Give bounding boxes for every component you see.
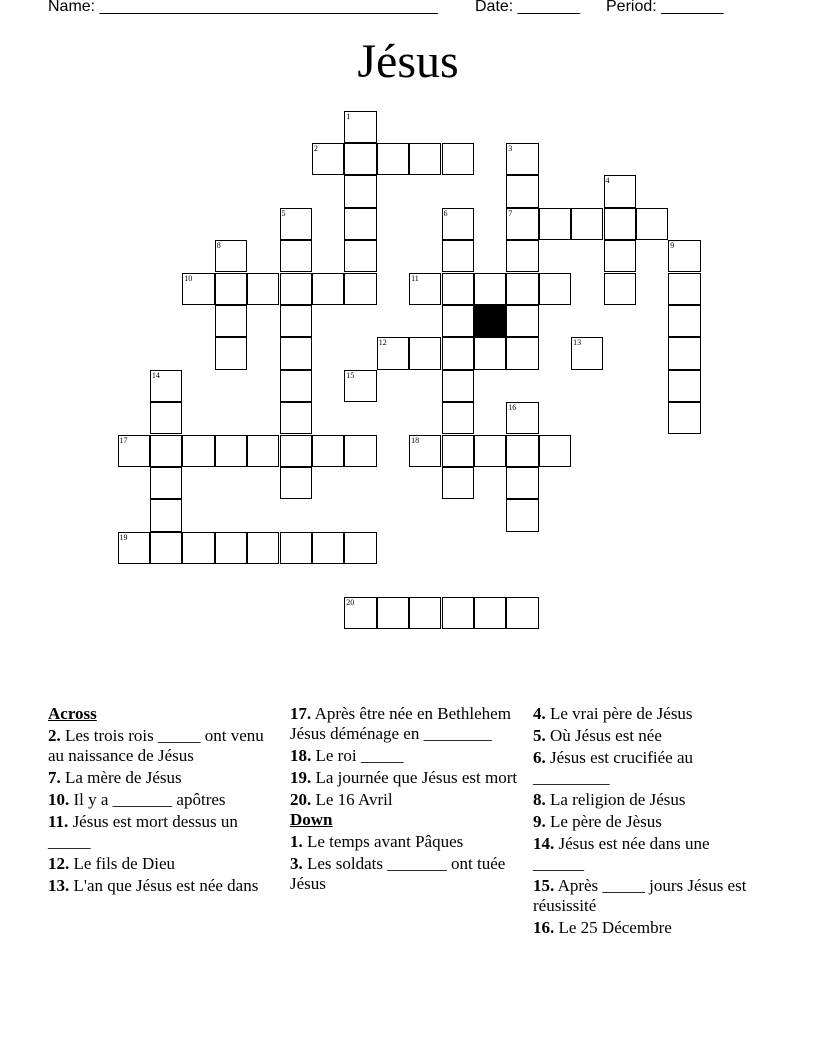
grid-cell[interactable] — [280, 305, 312, 337]
grid-cell[interactable] — [474, 273, 506, 305]
grid-cell[interactable] — [539, 208, 571, 240]
grid-cell[interactable] — [118, 532, 150, 564]
grid-cell[interactable] — [604, 175, 636, 207]
clue-number: 11 — [411, 273, 419, 283]
across-clue: 7. La mère de Jésus — [48, 768, 182, 787]
grid-cell[interactable] — [280, 370, 312, 402]
grid-cell[interactable] — [506, 435, 538, 467]
grid-cell[interactable] — [668, 370, 700, 402]
grid-cell[interactable] — [118, 435, 150, 467]
clue-number: 5 — [281, 208, 286, 218]
grid-cell[interactable] — [506, 337, 538, 369]
clue-number: 6 — [443, 208, 448, 218]
grid-cell[interactable] — [668, 240, 700, 272]
period-field-label: Period: _______ — [606, 0, 724, 15]
down-clue: 6. Jésus est crucifiée au _________ — [533, 748, 694, 787]
down-clue: 4. Le vrai père de Jésus — [533, 704, 693, 723]
grid-cell[interactable] — [474, 337, 506, 369]
grid-cell[interactable] — [150, 370, 182, 402]
clue-number: 4 — [605, 176, 610, 186]
grid-cell[interactable] — [215, 305, 247, 337]
grid-cell[interactable] — [182, 435, 214, 467]
down-clue: 9. Le père de Jèsus — [533, 812, 662, 831]
grid-cell[interactable] — [280, 337, 312, 369]
grid-cell[interactable] — [344, 532, 376, 564]
clue-number: 20 — [346, 597, 355, 607]
clue-number: 12 — [378, 338, 387, 348]
clue-number: 16 — [508, 403, 517, 413]
grid-cell[interactable] — [150, 532, 182, 564]
grid-cell[interactable] — [506, 597, 538, 629]
black-cell — [474, 305, 506, 337]
grid-cell[interactable] — [344, 175, 376, 207]
grid-cell[interactable] — [668, 402, 700, 434]
clue-number: 18 — [411, 435, 420, 445]
grid-cell[interactable] — [215, 240, 247, 272]
clue-number: 7 — [508, 208, 513, 218]
grid-cell[interactable] — [668, 337, 700, 369]
grid-cell[interactable] — [409, 597, 441, 629]
across-clue: 10. Il y a _______ apôtres — [48, 790, 226, 809]
clue-number: 10 — [184, 273, 193, 283]
grid-cell[interactable] — [442, 402, 474, 434]
grid-cell[interactable] — [506, 305, 538, 337]
clue-column-3 — [533, 704, 758, 940]
grid-cell[interactable] — [668, 273, 700, 305]
grid-cell[interactable] — [280, 532, 312, 564]
down-clue: 5. Où Jésus est née — [533, 726, 662, 745]
grid-cell[interactable] — [344, 597, 376, 629]
clue-number: 8 — [216, 241, 221, 251]
grid-cell[interactable] — [377, 337, 409, 369]
grid-cell[interactable] — [280, 208, 312, 240]
grid-cell[interactable] — [442, 467, 474, 499]
grid-cell[interactable] — [571, 337, 603, 369]
grid-cell[interactable] — [280, 273, 312, 305]
grid-cell[interactable] — [571, 208, 603, 240]
grid-cell[interactable] — [344, 208, 376, 240]
grid-cell[interactable] — [312, 143, 344, 175]
puzzle-title: Jésus — [357, 35, 459, 88]
grid-cell[interactable] — [344, 111, 376, 143]
grid-cell[interactable] — [506, 273, 538, 305]
grid-cell[interactable] — [442, 370, 474, 402]
across-clue: 13. L'an que Jésus est née dans — [48, 876, 259, 895]
grid-cell[interactable] — [280, 435, 312, 467]
clue-number: 1 — [346, 111, 351, 121]
grid-cell[interactable] — [344, 435, 376, 467]
grid-cell[interactable] — [604, 273, 636, 305]
grid-cell[interactable] — [442, 273, 474, 305]
grid-cell[interactable] — [247, 273, 279, 305]
grid-cell[interactable] — [474, 597, 506, 629]
grid-cell[interactable] — [442, 435, 474, 467]
grid-cell[interactable] — [442, 143, 474, 175]
across-heading: Across — [48, 704, 97, 723]
down-clue: 1. Le temps avant Pâques — [290, 832, 464, 851]
grid-cell[interactable] — [344, 273, 376, 305]
grid-cell[interactable] — [344, 240, 376, 272]
across-clue: 17. Après être née en Bethlehem Jésus déménage en ________ — [290, 704, 511, 743]
grid-cell[interactable] — [150, 467, 182, 499]
clue-number: 3 — [508, 143, 513, 153]
grid-cell[interactable] — [604, 208, 636, 240]
grid-cell[interactable] — [409, 337, 441, 369]
across-clue: 11. Jésus est mort dessus un _____ — [48, 812, 238, 851]
grid-cell[interactable] — [474, 435, 506, 467]
grid-cell[interactable] — [182, 532, 214, 564]
grid-cell[interactable] — [506, 143, 538, 175]
grid-cell[interactable] — [442, 597, 474, 629]
down-clue: 16. Le 25 Décembre — [533, 918, 672, 937]
down-heading: Down — [290, 810, 333, 829]
grid-cell[interactable] — [442, 208, 474, 240]
clue-number: 19 — [119, 532, 128, 542]
down-clue: 14. Jésus est née dans une ______ — [533, 834, 710, 873]
grid-cell[interactable] — [280, 402, 312, 434]
grid-cell[interactable] — [506, 467, 538, 499]
clue-column-1 — [48, 704, 276, 898]
clue-number: 17 — [119, 435, 128, 445]
across-clue: 20. Le 16 Avril — [290, 790, 393, 809]
clue-number: 9 — [670, 241, 675, 251]
grid-cell[interactable] — [506, 175, 538, 207]
grid-cell[interactable] — [215, 273, 247, 305]
grid-cell[interactable] — [539, 273, 571, 305]
across-clue: 2. Les trois rois _____ ont venu au naissance de Jésus — [48, 726, 264, 765]
grid-cell[interactable] — [280, 240, 312, 272]
grid-cell[interactable] — [668, 305, 700, 337]
grid-cell[interactable] — [150, 499, 182, 531]
grid-cell[interactable] — [506, 208, 538, 240]
grid-cell[interactable] — [312, 435, 344, 467]
grid-cell[interactable] — [506, 240, 538, 272]
grid-cell[interactable] — [312, 532, 344, 564]
grid-cell[interactable] — [247, 435, 279, 467]
grid-cell[interactable] — [442, 240, 474, 272]
grid-cell[interactable] — [442, 337, 474, 369]
grid-cell[interactable] — [280, 467, 312, 499]
grid-cell[interactable] — [215, 532, 247, 564]
clue-number: 15 — [346, 370, 355, 380]
name-field-label: Name: ______________________________________ — [48, 0, 438, 15]
grid-cell[interactable] — [409, 273, 441, 305]
grid-cell[interactable] — [506, 402, 538, 434]
across-clue: 19. La journée que Jésus est mort — [290, 768, 518, 787]
grid-cell[interactable] — [150, 435, 182, 467]
grid-cell[interactable] — [344, 143, 376, 175]
clue-number: 14 — [151, 370, 160, 380]
date-field-label: Date: _______ — [475, 0, 580, 15]
grid-cell[interactable] — [247, 532, 279, 564]
across-clue: 18. Le roi _____ — [290, 746, 404, 765]
grid-cell[interactable] — [636, 208, 668, 240]
grid-cell[interactable] — [442, 305, 474, 337]
grid-cell[interactable] — [215, 435, 247, 467]
grid-cell[interactable] — [312, 273, 344, 305]
across-clue: 12. Le fils de Dieu — [48, 854, 175, 873]
grid-cell[interactable] — [409, 143, 441, 175]
down-clue: 8. La religion de Jésus — [533, 790, 686, 809]
clue-number: 2 — [313, 143, 318, 153]
clue-number: 13 — [573, 338, 582, 348]
grid-cell[interactable] — [409, 435, 441, 467]
grid-cell[interactable] — [377, 597, 409, 629]
grid-cell[interactable] — [344, 370, 376, 402]
clue-column-2 — [290, 704, 522, 896]
grid-cell[interactable] — [604, 240, 636, 272]
grid-cell[interactable] — [150, 402, 182, 434]
grid-cell[interactable] — [377, 143, 409, 175]
grid-cell[interactable] — [539, 435, 571, 467]
grid-cell[interactable] — [506, 499, 538, 531]
down-clue: 3. Les soldats _______ ont tuée Jésus — [290, 854, 506, 893]
grid-cell[interactable] — [182, 273, 214, 305]
down-clue: 15. Après _____ jours Jésus est réusissité — [533, 876, 747, 915]
grid-cell[interactable] — [215, 337, 247, 369]
